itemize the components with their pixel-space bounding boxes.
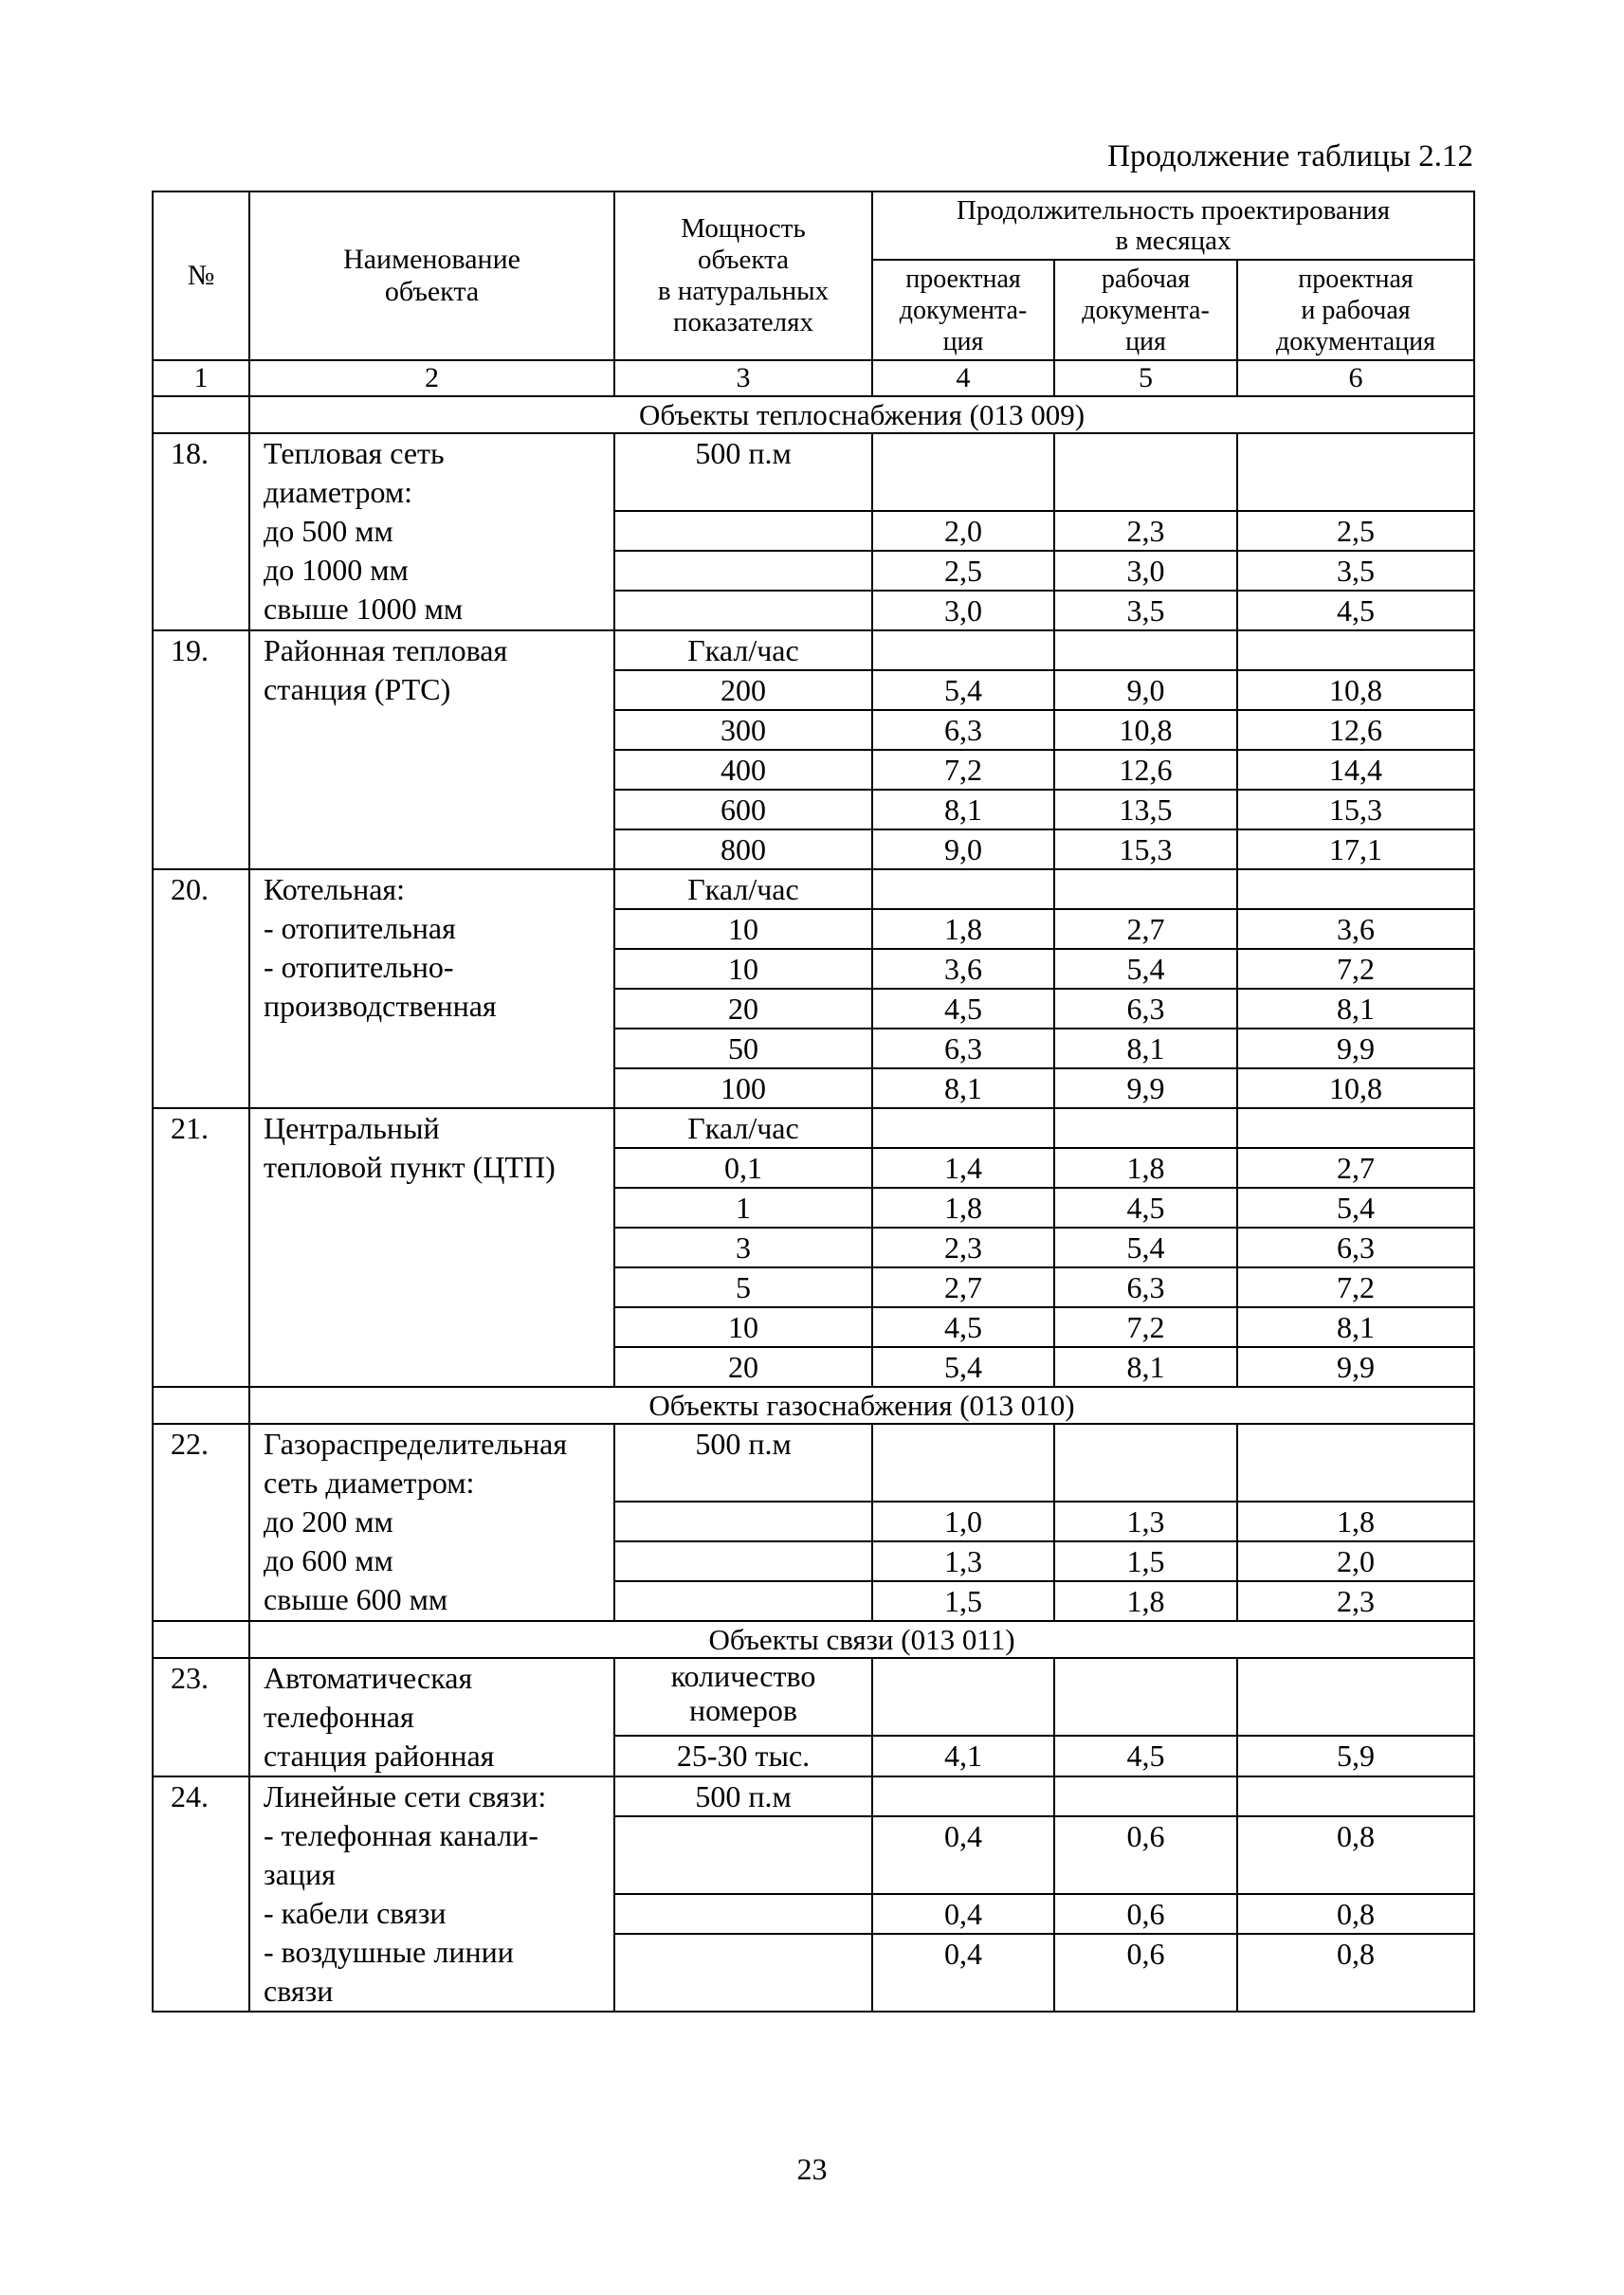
empty-cell bbox=[1237, 1108, 1474, 1148]
design-doc-value: 8,1 bbox=[872, 790, 1054, 829]
header-both-doc: проектная и рабочая документация bbox=[1237, 260, 1474, 360]
design-doc-value: 2,5 bbox=[872, 551, 1054, 591]
both-doc-value: 5,9 bbox=[1237, 1736, 1474, 1776]
working-doc-value: 8,1 bbox=[1054, 1029, 1237, 1068]
working-doc-value: 13,5 bbox=[1054, 790, 1237, 829]
empty-cell bbox=[1237, 869, 1474, 909]
capacity-value: 20 bbox=[614, 989, 872, 1029]
both-doc-value: 2,0 bbox=[1237, 1541, 1474, 1581]
section-row bbox=[153, 1387, 1474, 1424]
both-doc-value: 2,3 bbox=[1237, 1581, 1474, 1621]
working-doc-value: 7,2 bbox=[1054, 1307, 1237, 1347]
name-line: сеть диаметром: bbox=[264, 1466, 475, 1500]
name-line: Районная тепловая bbox=[264, 633, 508, 667]
name-line: тепловой пункт (ЦТП) bbox=[264, 1150, 556, 1184]
both-doc-value: 6,3 bbox=[1237, 1228, 1474, 1267]
column-number: 2 bbox=[249, 360, 614, 396]
both-doc-value: 7,2 bbox=[1237, 949, 1474, 989]
name-line: Линейные сети связи: bbox=[264, 1779, 547, 1813]
name-line: - отопительно- bbox=[264, 950, 454, 984]
section-spacer bbox=[153, 396, 249, 433]
design-doc-value: 1,4 bbox=[872, 1148, 1054, 1188]
design-doc-value: 2,0 bbox=[872, 511, 1054, 551]
working-doc-value: 0,6 bbox=[1054, 1816, 1237, 1894]
working-doc-value: 9,0 bbox=[1054, 670, 1237, 710]
design-doc-value: 4,1 bbox=[872, 1736, 1054, 1776]
empty-cell bbox=[1054, 1658, 1237, 1736]
section-row bbox=[153, 396, 1474, 433]
empty-cell bbox=[1237, 1776, 1474, 1816]
design-duration-table bbox=[152, 191, 1475, 2013]
item-unit: 500 п.м bbox=[614, 433, 872, 511]
item-number: 24. bbox=[153, 1776, 249, 2012]
section-title: Объекты газоснабжения (013 010) bbox=[249, 1387, 1474, 1424]
design-doc-value: 7,2 bbox=[872, 750, 1054, 790]
item-number: 21. bbox=[153, 1108, 249, 1387]
name-line: производственная bbox=[264, 989, 497, 1023]
capacity-value bbox=[614, 1581, 872, 1621]
capacity-value: 20 bbox=[614, 1347, 872, 1387]
table-row bbox=[153, 630, 1474, 670]
header-design-doc: проектная документа- ция bbox=[872, 260, 1054, 360]
item-unit: Гкал/час bbox=[614, 869, 872, 909]
design-doc-value: 2,3 bbox=[872, 1228, 1054, 1267]
design-doc-value: 0,4 bbox=[872, 1894, 1054, 1934]
design-doc-value: 5,4 bbox=[872, 670, 1054, 710]
capacity-value bbox=[614, 1894, 872, 1934]
capacity-value bbox=[614, 1934, 872, 2012]
empty-cell bbox=[872, 869, 1054, 909]
name-line: до 600 мм bbox=[264, 1543, 393, 1577]
empty-cell bbox=[872, 630, 1054, 670]
item-unit: Гкал/час bbox=[614, 1108, 872, 1148]
name-line: до 500 мм bbox=[264, 514, 393, 548]
column-number: 3 bbox=[614, 360, 872, 396]
section-title: Объекты связи (013 011) bbox=[249, 1621, 1474, 1658]
item-unit: Гкал/час bbox=[614, 630, 872, 670]
name-line: Газораспределительная bbox=[264, 1427, 568, 1461]
name-line: - телефонная канали- bbox=[264, 1818, 538, 1852]
name-line: станция районная bbox=[264, 1739, 495, 1773]
design-doc-value: 2,7 bbox=[872, 1267, 1054, 1307]
design-doc-value: 9,0 bbox=[872, 829, 1054, 869]
both-doc-value: 14,4 bbox=[1237, 750, 1474, 790]
section-spacer bbox=[153, 1387, 249, 1424]
capacity-value: 300 bbox=[614, 710, 872, 750]
name-line: до 1000 мм bbox=[264, 553, 409, 587]
empty-cell bbox=[1054, 1424, 1237, 1502]
design-doc-value: 1,5 bbox=[872, 1581, 1054, 1621]
header-name: Наименование объекта bbox=[249, 191, 614, 360]
working-doc-value: 2,3 bbox=[1054, 511, 1237, 551]
item-name bbox=[249, 433, 614, 630]
capacity-value: 200 bbox=[614, 670, 872, 710]
capacity-value bbox=[614, 551, 872, 591]
both-doc-value: 2,7 bbox=[1237, 1148, 1474, 1188]
empty-cell bbox=[1237, 433, 1474, 511]
empty-cell bbox=[872, 433, 1054, 511]
working-doc-value: 0,6 bbox=[1054, 1934, 1237, 2012]
name-line: - отопительная bbox=[264, 911, 456, 945]
both-doc-value: 3,6 bbox=[1237, 909, 1474, 949]
column-number: 5 bbox=[1054, 360, 1237, 396]
capacity-value bbox=[614, 1502, 872, 1541]
name-line: телефонная bbox=[264, 1700, 414, 1734]
both-doc-value: 10,8 bbox=[1237, 670, 1474, 710]
working-doc-value: 8,1 bbox=[1054, 1347, 1237, 1387]
working-doc-value: 12,6 bbox=[1054, 750, 1237, 790]
capacity-value bbox=[614, 1541, 872, 1581]
capacity-value: 10 bbox=[614, 909, 872, 949]
working-doc-value: 15,3 bbox=[1054, 829, 1237, 869]
working-doc-value: 1,8 bbox=[1054, 1581, 1237, 1621]
both-doc-value: 17,1 bbox=[1237, 829, 1474, 869]
working-doc-value: 3,5 bbox=[1054, 591, 1237, 630]
capacity-value bbox=[614, 591, 872, 630]
name-line: - воздушные линии bbox=[264, 1935, 514, 1969]
item-number: 23. bbox=[153, 1658, 249, 1776]
item-number: 22. bbox=[153, 1424, 249, 1621]
table-row bbox=[153, 1776, 1474, 1816]
empty-cell bbox=[1054, 433, 1237, 511]
both-doc-value: 0,8 bbox=[1237, 1934, 1474, 2012]
both-doc-value: 1,8 bbox=[1237, 1502, 1474, 1541]
item-unit bbox=[614, 1658, 872, 1736]
both-doc-value: 2,5 bbox=[1237, 511, 1474, 551]
working-doc-value: 1,3 bbox=[1054, 1502, 1237, 1541]
column-number: 4 bbox=[872, 360, 1054, 396]
page-number: 23 bbox=[796, 2152, 828, 2186]
name-line: Тепловая сеть bbox=[264, 436, 445, 470]
both-doc-value: 12,6 bbox=[1237, 710, 1474, 750]
name-line: станция (РТС) bbox=[264, 672, 451, 706]
item-name bbox=[249, 1108, 614, 1387]
working-doc-value: 5,4 bbox=[1054, 949, 1237, 989]
working-doc-value: 0,6 bbox=[1054, 1894, 1237, 1934]
capacity-value: 400 bbox=[614, 750, 872, 790]
design-doc-value: 0,4 bbox=[872, 1816, 1054, 1894]
capacity-value: 10 bbox=[614, 1307, 872, 1347]
both-doc-value: 15,3 bbox=[1237, 790, 1474, 829]
capacity-value bbox=[614, 511, 872, 551]
capacity-value: 0,1 bbox=[614, 1148, 872, 1188]
both-doc-value: 0,8 bbox=[1237, 1894, 1474, 1934]
both-doc-value: 4,5 bbox=[1237, 591, 1474, 630]
capacity-value: 25-30 тыс. bbox=[614, 1736, 872, 1776]
capacity-value: 10 bbox=[614, 949, 872, 989]
name-line: свыше 600 мм bbox=[264, 1582, 448, 1616]
working-doc-value: 3,0 bbox=[1054, 551, 1237, 591]
capacity-value: 100 bbox=[614, 1068, 872, 1108]
header-capacity: Мощность объекта в натуральных показателях bbox=[614, 191, 872, 360]
both-doc-value: 3,5 bbox=[1237, 551, 1474, 591]
empty-cell bbox=[1054, 1776, 1237, 1816]
both-doc-value: 9,9 bbox=[1237, 1029, 1474, 1068]
item-unit: 500 п.м bbox=[614, 1424, 872, 1502]
working-doc-value: 6,3 bbox=[1054, 1267, 1237, 1307]
empty-cell bbox=[1054, 630, 1237, 670]
header-no: № bbox=[153, 191, 249, 360]
empty-cell bbox=[872, 1776, 1054, 1816]
item-number: 18. bbox=[153, 433, 249, 630]
design-doc-value: 1,3 bbox=[872, 1541, 1054, 1581]
table-row bbox=[153, 1658, 1474, 1736]
working-doc-value: 5,4 bbox=[1054, 1228, 1237, 1267]
section-row bbox=[153, 1621, 1474, 1658]
design-doc-value: 6,3 bbox=[872, 710, 1054, 750]
working-doc-value: 1,8 bbox=[1054, 1148, 1237, 1188]
design-doc-value: 1,0 bbox=[872, 1502, 1054, 1541]
both-doc-value: 0,8 bbox=[1237, 1816, 1474, 1894]
empty-cell bbox=[872, 1424, 1054, 1502]
item-name bbox=[249, 1658, 614, 1776]
name-line: Котельная: bbox=[264, 872, 406, 906]
design-doc-value: 1,8 bbox=[872, 909, 1054, 949]
section-spacer bbox=[153, 1621, 249, 1658]
both-doc-value: 5,4 bbox=[1237, 1188, 1474, 1228]
table-row bbox=[153, 433, 1474, 511]
design-doc-value: 1,8 bbox=[872, 1188, 1054, 1228]
both-doc-value: 8,1 bbox=[1237, 1307, 1474, 1347]
item-name bbox=[249, 630, 614, 869]
both-doc-value: 9,9 bbox=[1237, 1347, 1474, 1387]
unit-line: номеров bbox=[688, 1693, 798, 1727]
item-unit: 500 п.м bbox=[614, 1776, 872, 1816]
working-doc-value: 4,5 bbox=[1054, 1736, 1237, 1776]
design-doc-value: 5,4 bbox=[872, 1347, 1054, 1387]
working-doc-value: 1,5 bbox=[1054, 1541, 1237, 1581]
name-line: до 200 мм bbox=[264, 1504, 393, 1539]
item-name bbox=[249, 1776, 614, 2012]
capacity-value: 1 bbox=[614, 1188, 872, 1228]
design-doc-value: 3,0 bbox=[872, 591, 1054, 630]
working-doc-value: 2,7 bbox=[1054, 909, 1237, 949]
item-name bbox=[249, 1424, 614, 1621]
empty-cell bbox=[1054, 869, 1237, 909]
design-doc-value: 3,6 bbox=[872, 949, 1054, 989]
capacity-value: 5 bbox=[614, 1267, 872, 1307]
both-doc-value: 7,2 bbox=[1237, 1267, 1474, 1307]
empty-cell bbox=[1054, 1108, 1237, 1148]
empty-cell bbox=[872, 1108, 1054, 1148]
working-doc-value: 4,5 bbox=[1054, 1188, 1237, 1228]
name-line: зация bbox=[264, 1857, 336, 1891]
name-line: - кабели связи bbox=[264, 1896, 447, 1930]
column-number-row bbox=[153, 360, 1474, 396]
name-line: связи bbox=[264, 1974, 334, 2008]
design-doc-value: 6,3 bbox=[872, 1029, 1054, 1068]
working-doc-value: 6,3 bbox=[1054, 989, 1237, 1029]
unit-line: количество bbox=[670, 1659, 816, 1693]
capacity-value: 3 bbox=[614, 1228, 872, 1267]
name-line: Центральный bbox=[264, 1111, 440, 1145]
empty-cell bbox=[1237, 1424, 1474, 1502]
empty-cell bbox=[1237, 1658, 1474, 1736]
design-doc-value: 0,4 bbox=[872, 1934, 1054, 2012]
working-doc-value: 9,9 bbox=[1054, 1068, 1237, 1108]
header-duration: Продолжительность проектирования в месяцах bbox=[872, 191, 1474, 260]
item-name bbox=[249, 869, 614, 1108]
section-title: Объекты теплоснабжения (013 009) bbox=[249, 396, 1474, 433]
table-row bbox=[153, 1108, 1474, 1148]
both-doc-value: 8,1 bbox=[1237, 989, 1474, 1029]
name-line: Автоматическая bbox=[264, 1661, 473, 1695]
name-line: диаметром: bbox=[264, 475, 412, 509]
design-doc-value: 8,1 bbox=[872, 1068, 1054, 1108]
table-row bbox=[153, 1424, 1474, 1502]
item-number: 19. bbox=[153, 630, 249, 869]
header-row-1 bbox=[153, 191, 1474, 260]
item-number: 20. bbox=[153, 869, 249, 1108]
table-caption: Продолжение таблицы 2.12 bbox=[1107, 139, 1473, 173]
column-number: 6 bbox=[1237, 360, 1474, 396]
capacity-value bbox=[614, 1816, 872, 1894]
working-doc-value: 10,8 bbox=[1054, 710, 1237, 750]
both-doc-value: 10,8 bbox=[1237, 1068, 1474, 1108]
header-working-doc: рабочая документа- ция bbox=[1054, 260, 1237, 360]
design-doc-value: 4,5 bbox=[872, 1307, 1054, 1347]
column-number: 1 bbox=[153, 360, 249, 396]
empty-cell bbox=[1237, 630, 1474, 670]
name-line: свыше 1000 мм bbox=[264, 592, 464, 626]
table-row bbox=[153, 869, 1474, 909]
empty-cell bbox=[872, 1658, 1054, 1736]
capacity-value: 50 bbox=[614, 1029, 872, 1068]
capacity-value: 800 bbox=[614, 829, 872, 869]
capacity-value: 600 bbox=[614, 790, 872, 829]
design-doc-value: 4,5 bbox=[872, 989, 1054, 1029]
